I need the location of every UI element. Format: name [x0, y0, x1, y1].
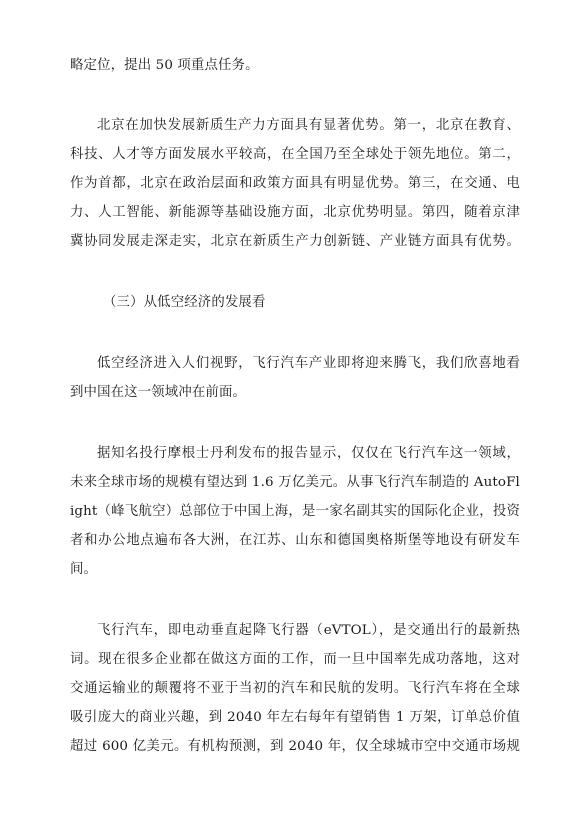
text-line: ight（峰飞航空）总部位于中国上海，是一家名副其实的国际化企业，投资: [70, 504, 520, 519]
text-line: 词。现在很多企业都在做这方面的工作，而一旦中国率先成功落地，这对: [70, 652, 520, 667]
section-heading: （三）从低空经济的发展看: [103, 295, 266, 310]
text-line: 者和办公地点遍布各大洲，在江苏、山东和德国奥格斯堡等地设有研发车: [70, 533, 520, 548]
text-line: 交通运输业的颠覆将不亚于当初的汽车和民航的发明。飞行汽车将在全球: [70, 681, 520, 696]
text-line: 飞行汽车，即电动垂直起降飞行器（eVTOL），是交通出行的最新热: [97, 623, 520, 638]
text-line: 超过 600 亿美元。有机构预测，到 2040 年，仅全球城市空中交通市场规: [70, 739, 520, 754]
text-line: 吸引庞大的商业兴趣，到 2040 年左右每年有望销售 1 万架，订单总价值: [70, 710, 520, 725]
text-line: 力、人工智能、新能源等基础设施方面，北京优势明显。第四，随着京津: [70, 205, 520, 220]
text-line: 略定位，提出 50 项重点任务。: [70, 58, 259, 73]
text-line: 到中国在这一领域冲在前面。: [70, 385, 247, 400]
text-line: 作为首都，北京在政治层面和政策方面具有明显优势。第三，在交通、电: [70, 176, 520, 191]
text-line: 据知名投行摩根士丹利发布的报告显示，仅仅在飞行汽车这一领域，: [97, 446, 520, 461]
text-line: 低空经济进入人们视野，飞行汽车产业即将迎来腾飞，我们欣喜地看: [97, 356, 520, 371]
text-line: 冀协同发展走深走实，北京在新质生产力创新链、产业链方面具有优势。: [70, 234, 520, 249]
text-line: 间。: [70, 562, 98, 577]
text-line: 科技、人才等方面发展水平较高，在全国乃至全球处于领先地位。第二，: [70, 147, 520, 162]
text-line: 未来全球市场的规模有望达到 1.6 万亿美元。从事飞行汽车制造的 AutoFl: [70, 475, 520, 490]
text-line: 北京在加快发展新质生产力方面具有显著优势。第一，北京在教育、: [97, 118, 520, 133]
